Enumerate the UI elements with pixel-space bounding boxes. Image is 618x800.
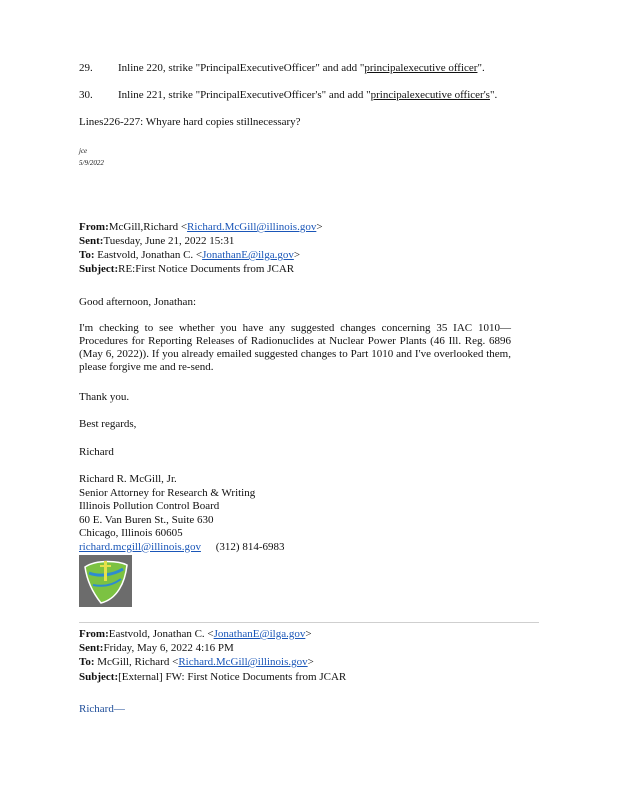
email-link[interactable]: JonathanE@ilga.gov [202, 249, 294, 261]
email-body: I'm checking to see whether you have any suggested changes concerning 35 IAC 1010— Procedures for Reporting Releases of Radionuclides at Nuclear Power Plants (46 Ill. Reg. 6896 (May 6, 2022)). If you already emailed suggested changes to Part 1010 and I've overlooked them, please forgive me and re-send. [79, 322, 511, 373]
initials: jce [79, 147, 88, 155]
signature-line: Senior Attorney for Research & Writing [79, 486, 256, 499]
note-date: 5/9/2022 [79, 159, 104, 167]
email-to: To: Eastvold, Jonathan C. <JonathanE@ilga.gov> [79, 249, 301, 261]
signature-block [79, 473, 285, 554]
item-text: Inline 221, strike "PrincipalExecutiveOfficer's" and add "principalexecutive officer's". [118, 89, 498, 101]
signature-line: Chicago, Illinois 60605 [79, 527, 183, 539]
email-sent: Sent:Friday, May 6, 2022 4:16 PM [79, 642, 234, 654]
email-subject: Subject:RE:First Notice Documents from JCAR [79, 263, 295, 275]
email-to: To: McGill, Richard <Richard.McGill@illinois.gov> [79, 656, 314, 668]
email-regards: Best regards, [79, 418, 137, 430]
email-greeting: Good afternoon, Jonathan: [79, 296, 196, 308]
divider [79, 622, 539, 623]
email-subject: Subject:[External] FW: First Notice Documents from JCAR [79, 671, 347, 683]
email-from: From:McGill,Richard <Richard.McGill@illinois.gov> [79, 221, 323, 233]
signature-contact: richard.mcgill@illinois.gov (312) 814-6983 [79, 540, 285, 553]
email-signoff: Richard [79, 446, 114, 458]
item-number: 29. [79, 62, 93, 74]
email-from: From:Eastvold, Jonathan C. <JonathanE@ilga.gov> [79, 628, 312, 640]
email-link[interactable]: Richard.McGill@illinois.gov [187, 221, 317, 233]
email-sent: Sent:Tuesday, June 21, 2022 15:31 [79, 235, 235, 247]
email-thanks: Thank you. [79, 391, 130, 403]
signature-line: 60 E. Van Buren St., Suite 630 [79, 513, 214, 526]
email-link[interactable]: JonathanE@ilga.gov [213, 628, 306, 640]
email-greeting: Richard— [79, 703, 125, 715]
item-number: 30. [79, 89, 93, 101]
item-text: Inline 220, strike "PrincipalExecutiveOfficer" and add "principalexecutive officer". [118, 62, 485, 74]
pollution-control-board-logo-icon [79, 555, 132, 607]
signature-email-link[interactable]: richard.mcgill@illinois.gov [79, 540, 201, 553]
lines-note: Lines226-227: Whyare hard copies stillnecessary? [79, 116, 301, 128]
signature-line: Richard R. McGill, Jr. [79, 473, 177, 485]
email-link[interactable]: Richard.McGill@illinois.gov [178, 656, 308, 668]
signature-line: Illinois Pollution Control Board [79, 500, 220, 512]
